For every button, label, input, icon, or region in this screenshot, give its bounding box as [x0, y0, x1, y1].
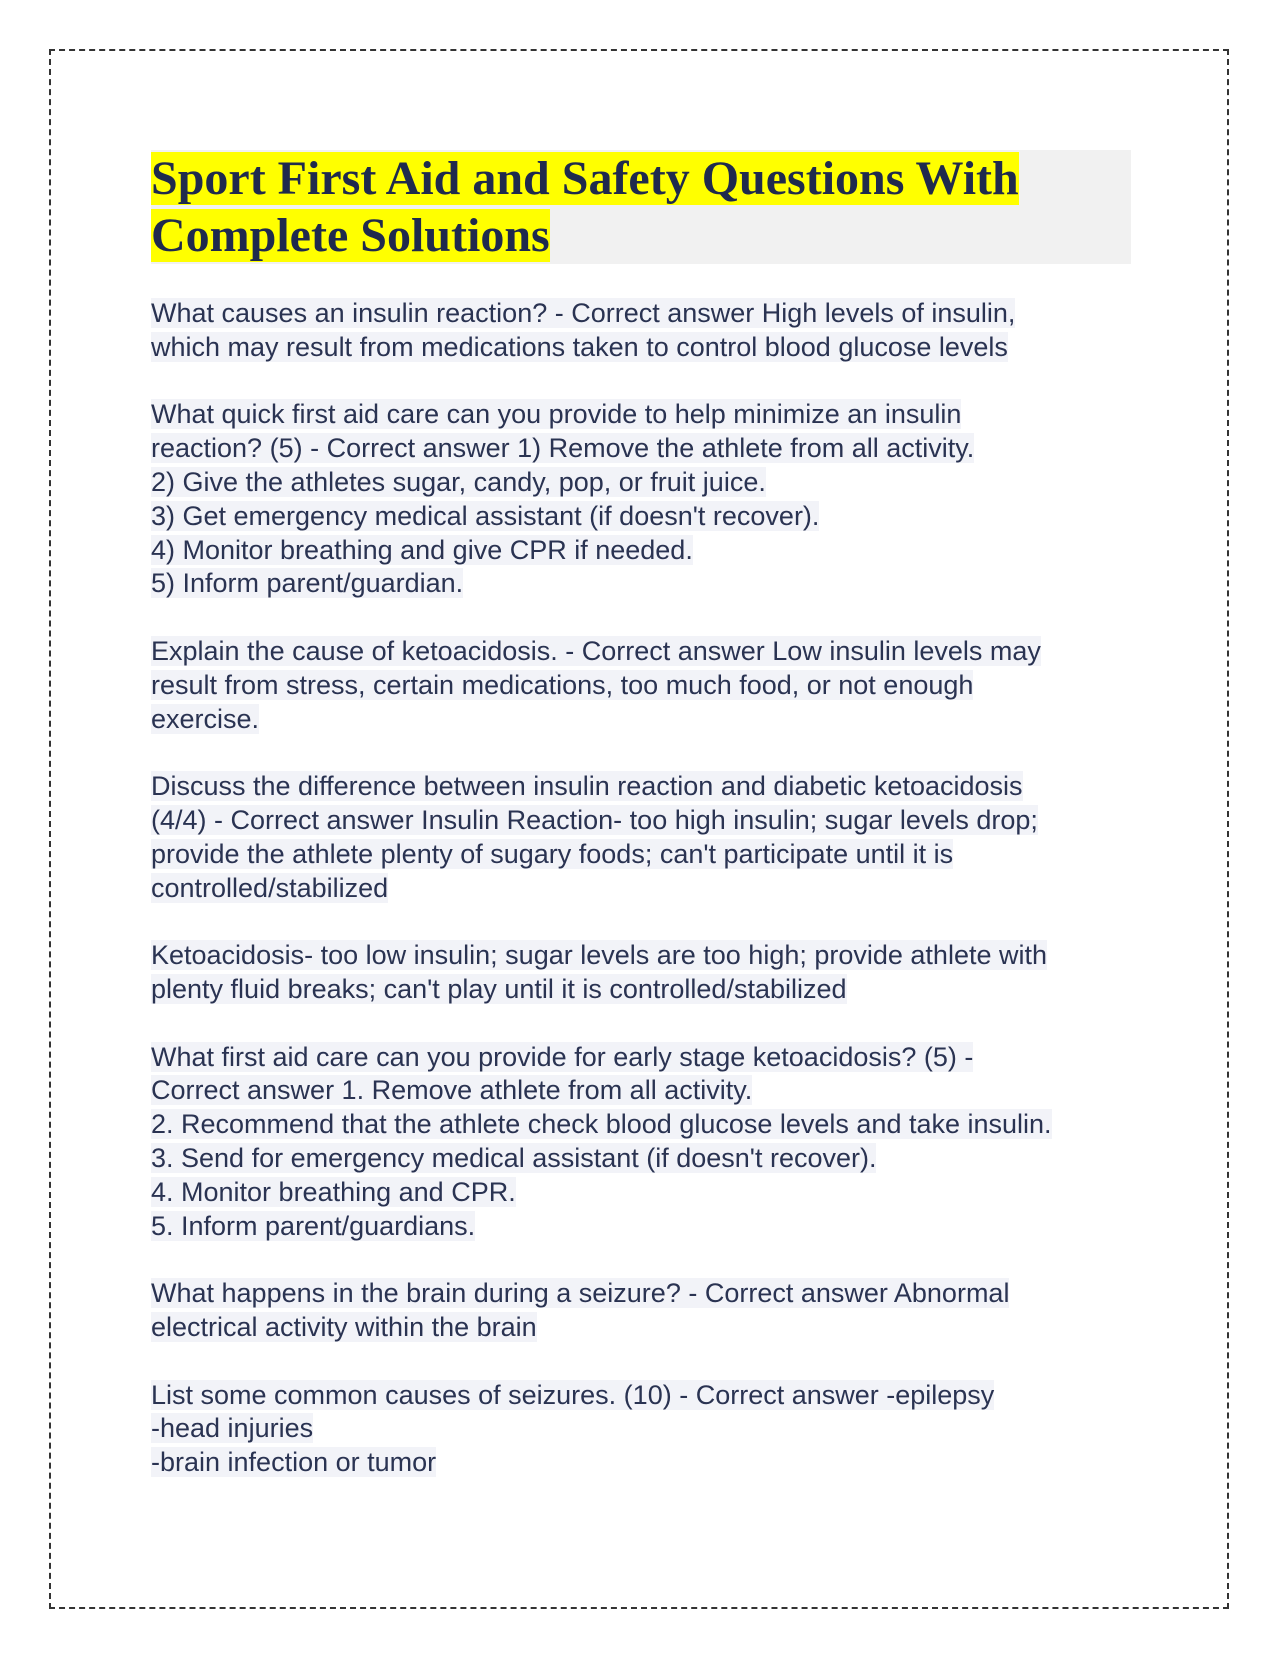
text-line — [151, 432, 1131, 466]
text-line-content: What causes an insulin reaction? - Correct answer High levels of insulin, — [151, 298, 1016, 328]
text-line — [151, 567, 1131, 601]
text-line-content: 5. Inform parent/guardians. — [151, 1210, 476, 1241]
text-line — [151, 297, 1131, 331]
text-line-content: What first aid care can you provide for early stage ketoacidosis? (5) - — [151, 1041, 974, 1072]
text-line-content: (4/4) - Correct answer Insulin Reaction- too high insulin; sugar levels drop; — [151, 804, 1038, 835]
text-line — [151, 1041, 1131, 1075]
text-line-content: 5) Inform parent/guardian. — [151, 568, 464, 599]
text-line — [151, 534, 1131, 568]
title-block — [151, 150, 1131, 264]
text-line — [151, 1311, 1131, 1345]
document-body — [151, 297, 1131, 1480]
text-line — [151, 331, 1131, 365]
text-line-content: controlled/stabilized — [151, 872, 389, 903]
text-line-content: which may result from medications taken to control blood glucose levels — [151, 331, 1008, 362]
text-line-content: 2. Recommend that the athlete check blood glucose levels and take insulin. — [151, 1109, 1052, 1140]
text-line-content: 3. Send for emergency medical assistant (if doesn't recover). — [151, 1142, 877, 1173]
text-line-content: What quick first aid care can you provide to help minimize an insulin — [151, 399, 962, 430]
text-line — [151, 1176, 1131, 1210]
text-line-content: Ketoacidosis- too low insulin; sugar levels are too high; provide athlete with — [151, 940, 1047, 971]
qa-paragraph — [151, 635, 1131, 736]
text-line — [151, 466, 1131, 500]
text-line-content: reaction? (5) - Correct answer 1) Remove the athlete from all activity. — [151, 433, 975, 464]
qa-paragraph — [151, 1277, 1131, 1345]
qa-paragraph — [151, 939, 1131, 1007]
text-line — [151, 1446, 1131, 1480]
document-title — [151, 150, 1131, 264]
text-line — [151, 872, 1131, 906]
text-line-content: -brain infection or tumor — [151, 1447, 437, 1478]
text-line-content: 2) Give the athletes sugar, candy, pop, or fruit juice. — [151, 466, 766, 497]
text-line — [151, 973, 1131, 1007]
text-line-content: plenty fluid breaks; can't play until it is controlled/stabilized — [151, 973, 847, 1004]
text-line — [151, 500, 1131, 534]
text-line — [151, 1142, 1131, 1176]
qa-paragraph — [151, 398, 1131, 601]
text-line — [151, 1108, 1131, 1142]
text-line-content: Explain the cause of ketoacidosis. - Correct answer Low insulin levels may — [151, 635, 1041, 666]
text-line-content: provide the athlete plenty of sugary foods; can't participate until it is — [151, 838, 954, 869]
text-line — [151, 1277, 1131, 1311]
text-line — [151, 939, 1131, 973]
text-line-content: 4. Monitor breathing and CPR. — [151, 1176, 516, 1207]
text-line — [151, 669, 1131, 703]
text-line-content: result from stress, certain medications, too much food, or not enough — [151, 669, 974, 700]
text-line-content: What happens in the brain during a seizure? - Correct answer Abnormal — [151, 1278, 1010, 1309]
qa-paragraph — [151, 1379, 1131, 1480]
text-line-content: 3) Get emergency medical assistant (if doesn't recover). — [151, 500, 820, 531]
title-line-2: Complete Solutions — [151, 209, 550, 262]
text-line — [151, 703, 1131, 737]
text-line — [151, 770, 1131, 804]
qa-paragraph — [151, 770, 1131, 905]
qa-paragraph — [151, 1041, 1131, 1244]
text-line-content: Correct answer 1. Remove athlete from all activity. — [151, 1075, 753, 1106]
qa-paragraph — [151, 297, 1131, 365]
text-line — [151, 1412, 1131, 1446]
text-line — [151, 804, 1131, 838]
text-line-content: exercise. — [151, 703, 260, 734]
text-line — [151, 1379, 1131, 1413]
title-line-1: Sport First Aid and Safety Questions With — [151, 152, 1019, 205]
text-line — [151, 1074, 1131, 1108]
document-content — [151, 150, 1131, 1514]
text-line-content: electrical activity within the brain — [151, 1311, 537, 1342]
text-line-content: 4) Monitor breathing and give CPR if needed. — [151, 534, 693, 565]
text-line — [151, 838, 1131, 872]
text-line-content: Discuss the difference between insulin reaction and diabetic ketoacidosis — [151, 771, 1023, 802]
text-line-content: List some common causes of seizures. (10) - Correct answer -epilepsy — [151, 1379, 995, 1410]
text-line — [151, 398, 1131, 432]
text-line-content: -head injuries — [151, 1413, 314, 1444]
text-line — [151, 1210, 1131, 1244]
text-line — [151, 635, 1131, 669]
